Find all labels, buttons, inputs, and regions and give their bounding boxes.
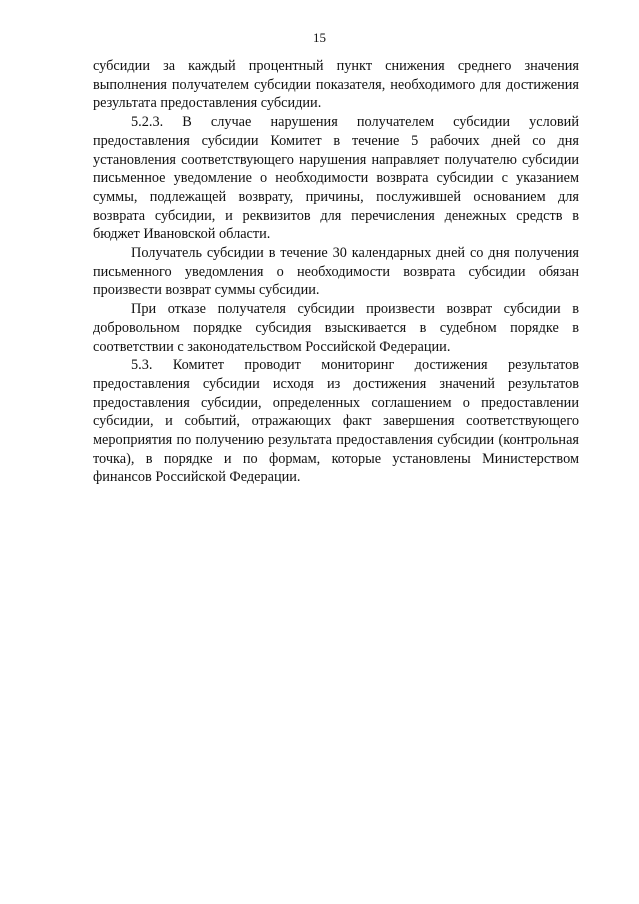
paragraph-5-2-3: 5.2.3. В случае нарушения получателем субсидии условий предоставления субсидии Комитет в течение 5 рабочих дней со дня установления соответствующего нарушения направляет получателю субсидии письменное уведомление о необходимости возврата субсидии с указанием суммы, подлежащей возврату, причины, послужившей основанием для возврата субсидии, и реквизитов для перечисления денежных средств в бюджет Ивановской области. bbox=[93, 114, 579, 243]
paragraph-5-3: 5.3. Комитет проводит мониторинг достижения результатов предоставления субсидии исходя из достижения значений результатов предоставления субсидии, определенных соглашением о предоставлении субсидии, и событий, отражающих факт завершения соответствующего мероприятия по получению результата предоставления субсидии (контрольная точка), в порядке и по формам, которые установлены Министерством финансов Российской Федерации. bbox=[93, 357, 579, 486]
document-body bbox=[93, 57, 579, 487]
paragraph-refund-deadline: Получатель субсидии в течение 30 календарных дней со дня получения письменного уведомления о необходимости возврата субсидии обязан произвести возврат суммы субсидии. bbox=[93, 245, 579, 299]
paragraph-continuation: субсидии за каждый процентный пункт снижения среднего значения выполнения получателем субсидии показателя, необходимого для достижения результата предоставления субсидии. bbox=[93, 58, 579, 112]
paragraph-refusal-recovery: При отказе получателя субсидии произвести возврат субсидии в добровольном порядке субсидия взыскивается в судебном порядке в соответствии с законодательством Российской Федерации. bbox=[93, 301, 579, 355]
page-number: 15 bbox=[313, 30, 326, 45]
